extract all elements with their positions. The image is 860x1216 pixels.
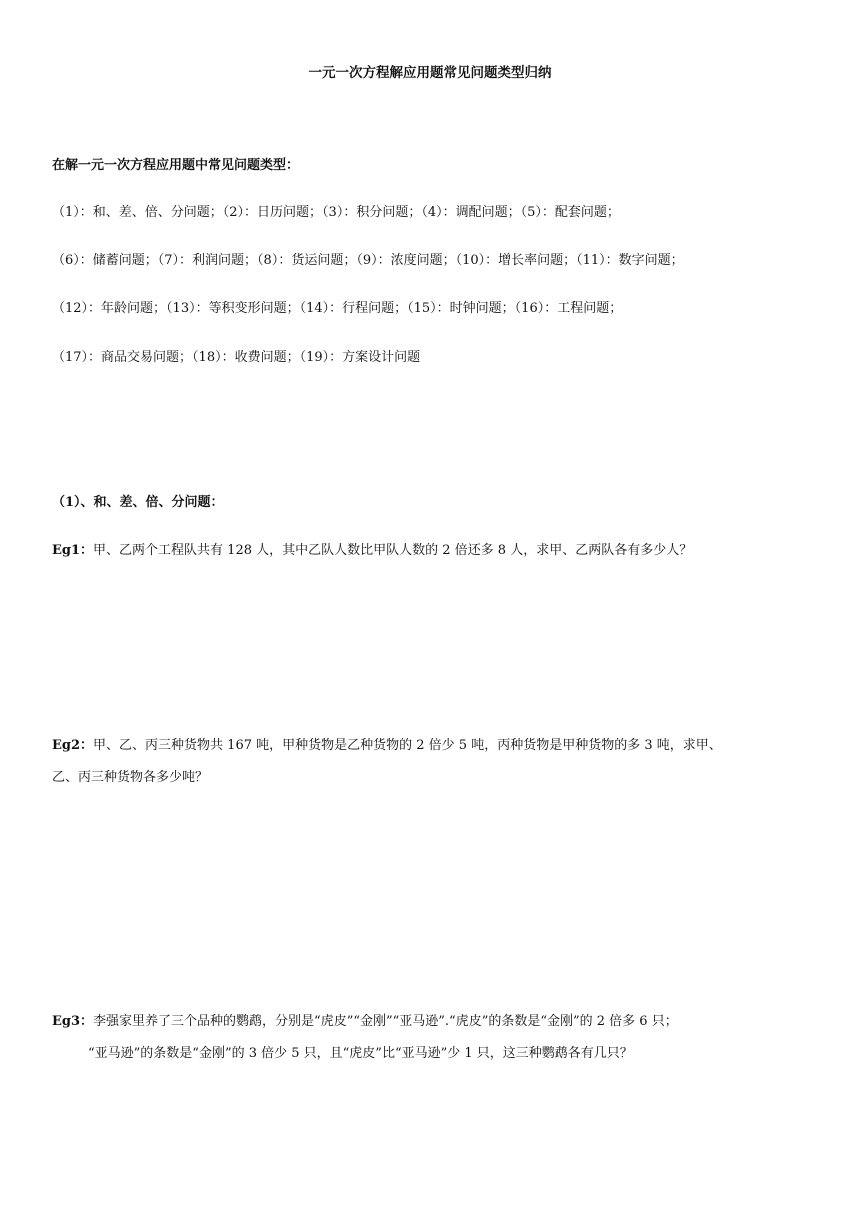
example-3-label: Eg3： — [52, 1014, 94, 1029]
example-1-label: Eg1： — [52, 543, 94, 558]
example-2-label: Eg2： — [52, 738, 94, 753]
example-2-text-1: 甲、乙、丙三种货物共 167 吨，甲种货物是乙种货物的 2 倍少 5 吨，丙种货物是甲种货物的多 3 吨，求甲、 — [93, 738, 722, 753]
document-title: 一元一次方程解应用题常见问题类型归纳 — [308, 65, 552, 81]
type-line-3: （12）：年龄问题；（13）：等积变形问题；（14）：行程问题；（15）：时钟问题；（16）：工程问题； — [52, 301, 623, 316]
section-1-heading: （1）、和、差、倍、分问题： — [52, 495, 224, 510]
example-1 — [52, 541, 692, 561]
example-3-text-1: 李强家里养了三个品种的鹦鹉，分别是“虎皮”“金刚”“亚马逊”.“虎皮”的条数是“金刚”的 2 倍多 6 只； — [93, 1014, 678, 1029]
example-3-line-2: “亚马逊”的条数是“金刚”的 3 倍少 5 只，且“虎皮”比“亚马逊”少 1 只，这三种鹦鹉各有几只？ — [88, 1046, 633, 1061]
example-3-line-1 — [52, 1012, 678, 1032]
example-2-line-1 — [52, 736, 722, 756]
example-2-line-2: 乙、丙三种货物各多少吨？ — [52, 770, 209, 785]
intro-heading: 在解一元一次方程应用题中常见问题类型： — [52, 158, 300, 173]
type-line-2: （6）：储蓄问题；（7）：利润问题；（8）：货运问题；（9）：浓度问题；（10）：增长率问题；（11）：数字问题； — [52, 253, 684, 268]
example-1-text: 甲、乙两个工程队共有 128 人，其中乙队人数比甲队人数的 2 倍还多 8 人，求甲、乙两队各有多少人？ — [93, 543, 693, 558]
type-line-4: （17）：商品交易问题；（18）：收费问题；（19）：方案设计问题 — [52, 350, 421, 365]
type-line-1: （1）：和、差、倍、分问题；（2）：日历问题；（3）：积分问题；（4）：调配问题；（5）：配套问题； — [52, 205, 620, 220]
